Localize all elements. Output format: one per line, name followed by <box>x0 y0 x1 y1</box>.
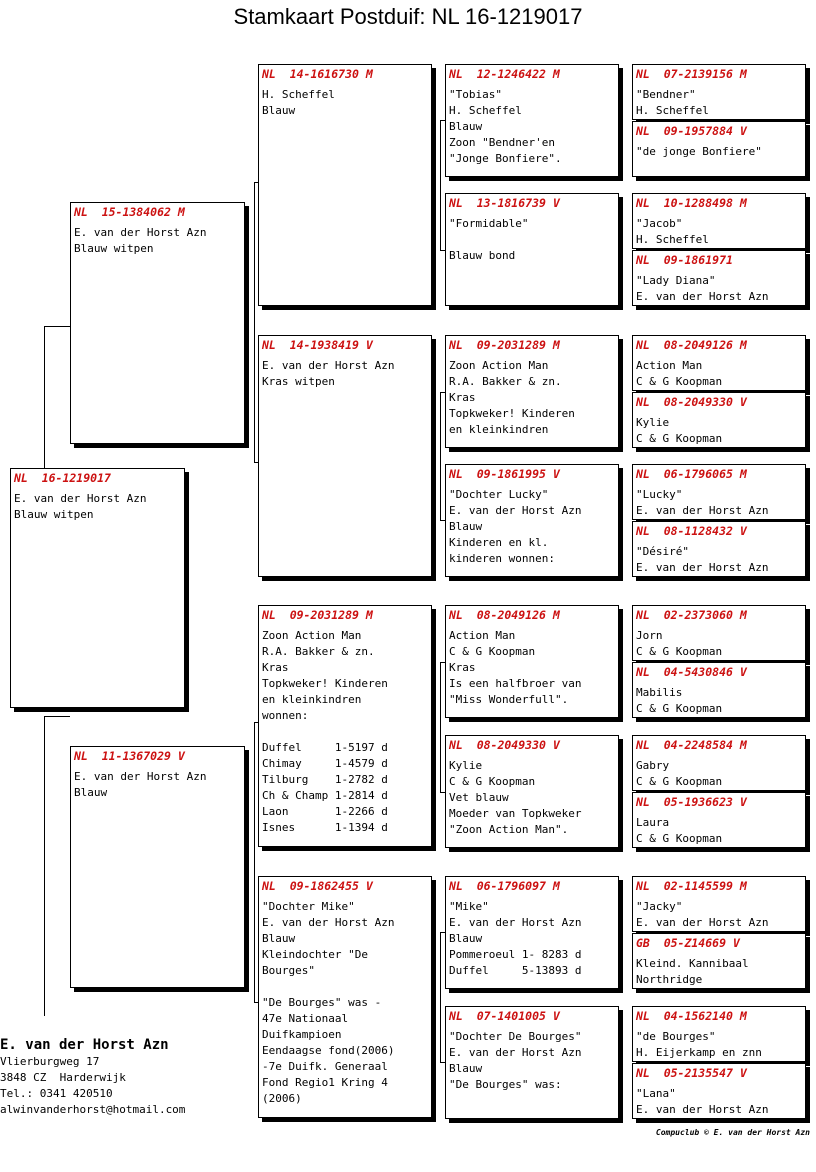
card-line: Blauw <box>449 1062 483 1075</box>
card-line: Blauw <box>449 932 483 945</box>
card-line: Blauw bond <box>449 249 516 262</box>
owner-contact <box>0 1036 185 1118</box>
ring-number: NL 09-1861971 <box>636 253 733 267</box>
card-line: E. van der Horst Azn <box>262 359 395 372</box>
card-line: C & G Koopman <box>636 645 723 658</box>
card-line: C & G Koopman <box>636 702 723 715</box>
card-line: E. van der Horst Azn <box>636 561 769 574</box>
card-line: H. Scheffel <box>636 104 709 117</box>
connector-line <box>44 716 45 1016</box>
card-line: C & G Koopman <box>636 432 723 445</box>
card-line: Fond Regio1 Kring 4 <box>262 1076 388 1089</box>
card-line: Kras witpen <box>262 375 335 388</box>
card-line: R.A. Bakker & zn. <box>449 375 562 388</box>
card-line: Blauw <box>449 120 483 133</box>
pedigree-card-ancestor <box>632 1063 806 1119</box>
card-line: Moeder van Topkweker <box>449 807 582 820</box>
pedigree-card-ancestor <box>632 464 806 520</box>
card-line: C & G Koopman <box>636 375 723 388</box>
connector-line <box>440 392 441 520</box>
ring-number: NL 09-1861995 V <box>449 467 560 481</box>
pedigree-card-grandparent <box>258 64 432 306</box>
card-line: Kinderen en kl. <box>449 536 549 549</box>
connector-line <box>440 662 441 792</box>
copyright-footer: Compuclub © E. van der Horst Azn <box>655 1128 810 1137</box>
card-line: wonnen: <box>262 709 309 722</box>
card-line: Blauw witpen <box>74 242 154 255</box>
pedigree-card-sire <box>70 202 245 444</box>
card-line: "Lana" <box>636 1087 676 1100</box>
card-line: E. van der Horst Azn <box>262 916 395 929</box>
pedigree-card-ancestor <box>632 392 806 448</box>
pedigree-card-grandparent <box>258 605 432 847</box>
card-line: en kleinkindren <box>449 423 549 436</box>
card-line: Kleind. Kannibaal <box>636 957 749 970</box>
card-line: -7e Duifk. Generaal <box>262 1060 388 1073</box>
card-line: Laura <box>636 816 670 829</box>
card-line: Vet blauw <box>449 791 509 804</box>
owner-address: Vlierburgweg 17 <box>0 1055 100 1068</box>
card-line: "Jonge Bonfiere". <box>449 152 562 165</box>
card-line: E. van der Horst Azn <box>14 492 147 505</box>
card-line: Duffel 5-13893 d <box>449 964 582 977</box>
card-line: E. van der Horst Azn <box>74 770 207 783</box>
pedigree-card-great-grandparent <box>445 605 619 718</box>
race-result: Tilburg 1-2782 d <box>262 773 388 786</box>
card-line: C & G Koopman <box>449 775 536 788</box>
card-line: "de Bourges" <box>636 1030 716 1043</box>
pedigree-card-great-grandparent <box>445 193 619 306</box>
ring-number: NL 16-1219017 <box>14 471 111 485</box>
card-line: 47e Nationaal <box>262 1012 349 1025</box>
card-line: C & G Koopman <box>636 775 723 788</box>
race-result: Chimay 1-4579 d <box>262 757 388 770</box>
ring-number: NL 09-1862455 V <box>262 879 373 893</box>
owner-name: E. van der Horst Azn <box>0 1037 169 1053</box>
connector-line <box>254 182 255 462</box>
pedigree-card-great-grandparent <box>445 1006 619 1119</box>
card-line: E. van der Horst Azn <box>449 1046 582 1059</box>
card-line: Blauw witpen <box>14 508 94 521</box>
pedigree-card-great-grandparent <box>445 335 619 448</box>
card-line: Blauw <box>262 932 296 945</box>
owner-email: alwinvanderhorst@hotmail.com <box>0 1103 186 1116</box>
card-line: "De Bourges" was - <box>262 996 382 1009</box>
ring-number: NL 13-1816739 V <box>449 196 560 210</box>
pedigree-card-dam <box>70 746 245 988</box>
pedigree-card-great-grandparent <box>445 464 619 577</box>
card-line: Blauw <box>74 786 108 799</box>
ring-number: NL 05-2135547 V <box>636 1066 747 1080</box>
connector-line <box>44 326 45 468</box>
card-line: "Zoon Action Man". <box>449 823 569 836</box>
race-result: Isnes 1-1394 d <box>262 821 388 834</box>
pedigree-card-ancestor <box>632 521 806 577</box>
ring-number: NL 08-2049330 V <box>636 395 747 409</box>
card-line: "Dochter Lucky" <box>449 488 549 501</box>
ring-number: NL 04-2248584 M <box>636 738 747 752</box>
card-line: Kras <box>449 391 476 404</box>
pedigree-card-ancestor <box>632 335 806 391</box>
card-line: Zoon Action Man <box>262 629 362 642</box>
connector-line <box>254 722 255 1002</box>
card-line: "Formidable" <box>449 217 529 230</box>
ring-number: NL 02-1145599 M <box>636 879 747 893</box>
pedigree-card-grandparent <box>258 335 432 577</box>
card-line: "De Bourges" was: <box>449 1078 562 1091</box>
race-result: Duffel 1-5197 d <box>262 741 388 754</box>
pedigree-card-ancestor <box>632 735 806 791</box>
ring-number: NL 08-2049126 M <box>449 608 560 622</box>
card-line: Action Man <box>636 359 703 372</box>
card-line: E. van der Horst Azn <box>636 504 769 517</box>
pedigree-card-ancestor <box>632 933 806 989</box>
card-line: Kras <box>262 661 289 674</box>
card-line: Is een halfbroer van <box>449 677 582 690</box>
pedigree-card-ancestor <box>632 193 806 249</box>
card-line: Northridge <box>636 973 703 986</box>
card-line: H. Scheffel <box>449 104 522 117</box>
ring-number: NL 09-1957884 V <box>636 124 747 138</box>
ring-number: NL 14-1616730 M <box>262 67 373 81</box>
card-line: E. van der Horst Azn <box>636 1103 769 1116</box>
owner-phone: Tel.: 0341 420510 <box>0 1087 113 1100</box>
card-line: Gabry <box>636 759 670 772</box>
ring-number: NL 09-2031289 M <box>449 338 560 352</box>
card-line: R.A. Bakker & zn. <box>262 645 375 658</box>
card-line: "Lucky" <box>636 488 683 501</box>
connector-line <box>440 120 441 250</box>
connector-line <box>440 932 441 1062</box>
card-line: "Jacky" <box>636 900 683 913</box>
pedigree-card-great-grandparent <box>445 735 619 848</box>
ring-number: NL 15-1384062 M <box>74 205 185 219</box>
card-line: Blauw <box>449 520 483 533</box>
card-line: Zoon "Bendner'en <box>449 136 555 149</box>
pedigree-card-ancestor <box>632 121 806 177</box>
card-line: "de jonge Bonfiere" <box>636 145 762 158</box>
pedigree-card-ancestor <box>632 792 806 848</box>
ring-number: NL 08-1128432 V <box>636 524 747 538</box>
card-line: "Bendner" <box>636 88 696 101</box>
card-line: "Tobias" <box>449 88 502 101</box>
ring-number: NL 07-2139156 M <box>636 67 747 81</box>
pedigree-card-ancestor <box>632 250 806 306</box>
ring-number: NL 14-1938419 V <box>262 338 373 352</box>
card-line: Zoon Action Man <box>449 359 549 372</box>
connector-line <box>44 716 70 717</box>
pedigree-card-ancestor <box>632 662 806 718</box>
card-line: Kylie <box>636 416 670 429</box>
ring-number: NL 04-1562140 M <box>636 1009 747 1023</box>
card-line: Mabilis <box>636 686 683 699</box>
card-line: Topkweker! Kinderen <box>262 677 388 690</box>
card-line: Kylie <box>449 759 483 772</box>
ring-number: NL 10-1288498 M <box>636 196 747 210</box>
card-line: E. van der Horst Azn <box>74 226 207 239</box>
card-line: "Mike" <box>449 900 489 913</box>
connector-line <box>44 326 70 327</box>
pedigree-card-ancestor <box>632 64 806 120</box>
card-line: "Dochter De Bourges" <box>449 1030 582 1043</box>
ring-number: NL 11-1367029 V <box>74 749 185 763</box>
card-line: Pommeroeul 1- 8283 d <box>449 948 582 961</box>
card-line: en kleinkindren <box>262 693 362 706</box>
card-line: "Miss Wonderfull". <box>449 693 569 706</box>
pedigree-card-grandparent <box>258 876 432 1118</box>
card-line: "Dochter Mike" <box>262 900 355 913</box>
card-line: E. van der Horst Azn <box>449 504 582 517</box>
ring-number: NL 06-1796097 M <box>449 879 560 893</box>
race-result: Laon 1-2266 d <box>262 805 388 818</box>
card-line: E. van der Horst Azn <box>636 916 769 929</box>
card-line: Kras <box>449 661 476 674</box>
ring-number: NL 07-1401005 V <box>449 1009 560 1023</box>
ring-number: GB 05-Z14669 V <box>636 936 740 950</box>
card-line: Jorn <box>636 629 663 642</box>
card-line: kinderen wonnen: <box>449 552 555 565</box>
card-line: Eendaagse fond(2006) <box>262 1044 395 1057</box>
card-line: Bourges" <box>262 964 315 977</box>
ring-number: NL 08-2049330 V <box>449 738 560 752</box>
card-line: C & G Koopman <box>636 832 723 845</box>
ring-number: NL 12-1246422 M <box>449 67 560 81</box>
pedigree-card-great-grandparent <box>445 64 619 177</box>
card-line: "Désiré" <box>636 545 689 558</box>
card-line: Topkweker! Kinderen <box>449 407 575 420</box>
card-line: Kleindochter "De <box>262 948 368 961</box>
ring-number: NL 05-1936623 V <box>636 795 747 809</box>
card-line: H. Eijerkamp en znn <box>636 1046 762 1059</box>
page-title: Stamkaart Postduif: NL 16-1219017 <box>233 4 583 29</box>
owner-city: 3848 CZ Harderwijk <box>0 1071 126 1084</box>
card-line: (2006) <box>262 1092 302 1105</box>
card-line: E. van der Horst Azn <box>449 916 582 929</box>
card-line: H. Scheffel <box>636 233 709 246</box>
ring-number: NL 04-5430846 V <box>636 665 747 679</box>
ring-number: NL 08-2049126 M <box>636 338 747 352</box>
card-line: "Lady Diana" <box>636 274 716 287</box>
card-line: "Jacob" <box>636 217 683 230</box>
card-line: Blauw <box>262 104 296 117</box>
ring-number: NL 09-2031289 M <box>262 608 373 622</box>
pedigree-card-ancestor <box>632 876 806 932</box>
race-result: Ch & Champ 1-2814 d <box>262 789 388 802</box>
card-line: Duifkampioen <box>262 1028 342 1041</box>
pedigree-card-great-grandparent <box>445 876 619 989</box>
card-line: E. van der Horst Azn <box>636 290 769 303</box>
ring-number: NL 02-2373060 M <box>636 608 747 622</box>
pedigree-card-ancestor <box>632 605 806 661</box>
card-line: H. Scheffel <box>262 88 335 101</box>
card-line: Action Man <box>449 629 516 642</box>
pedigree-card-subject <box>10 468 185 708</box>
card-line: C & G Koopman <box>449 645 536 658</box>
pedigree-card-ancestor <box>632 1006 806 1062</box>
ring-number: NL 06-1796065 M <box>636 467 747 481</box>
